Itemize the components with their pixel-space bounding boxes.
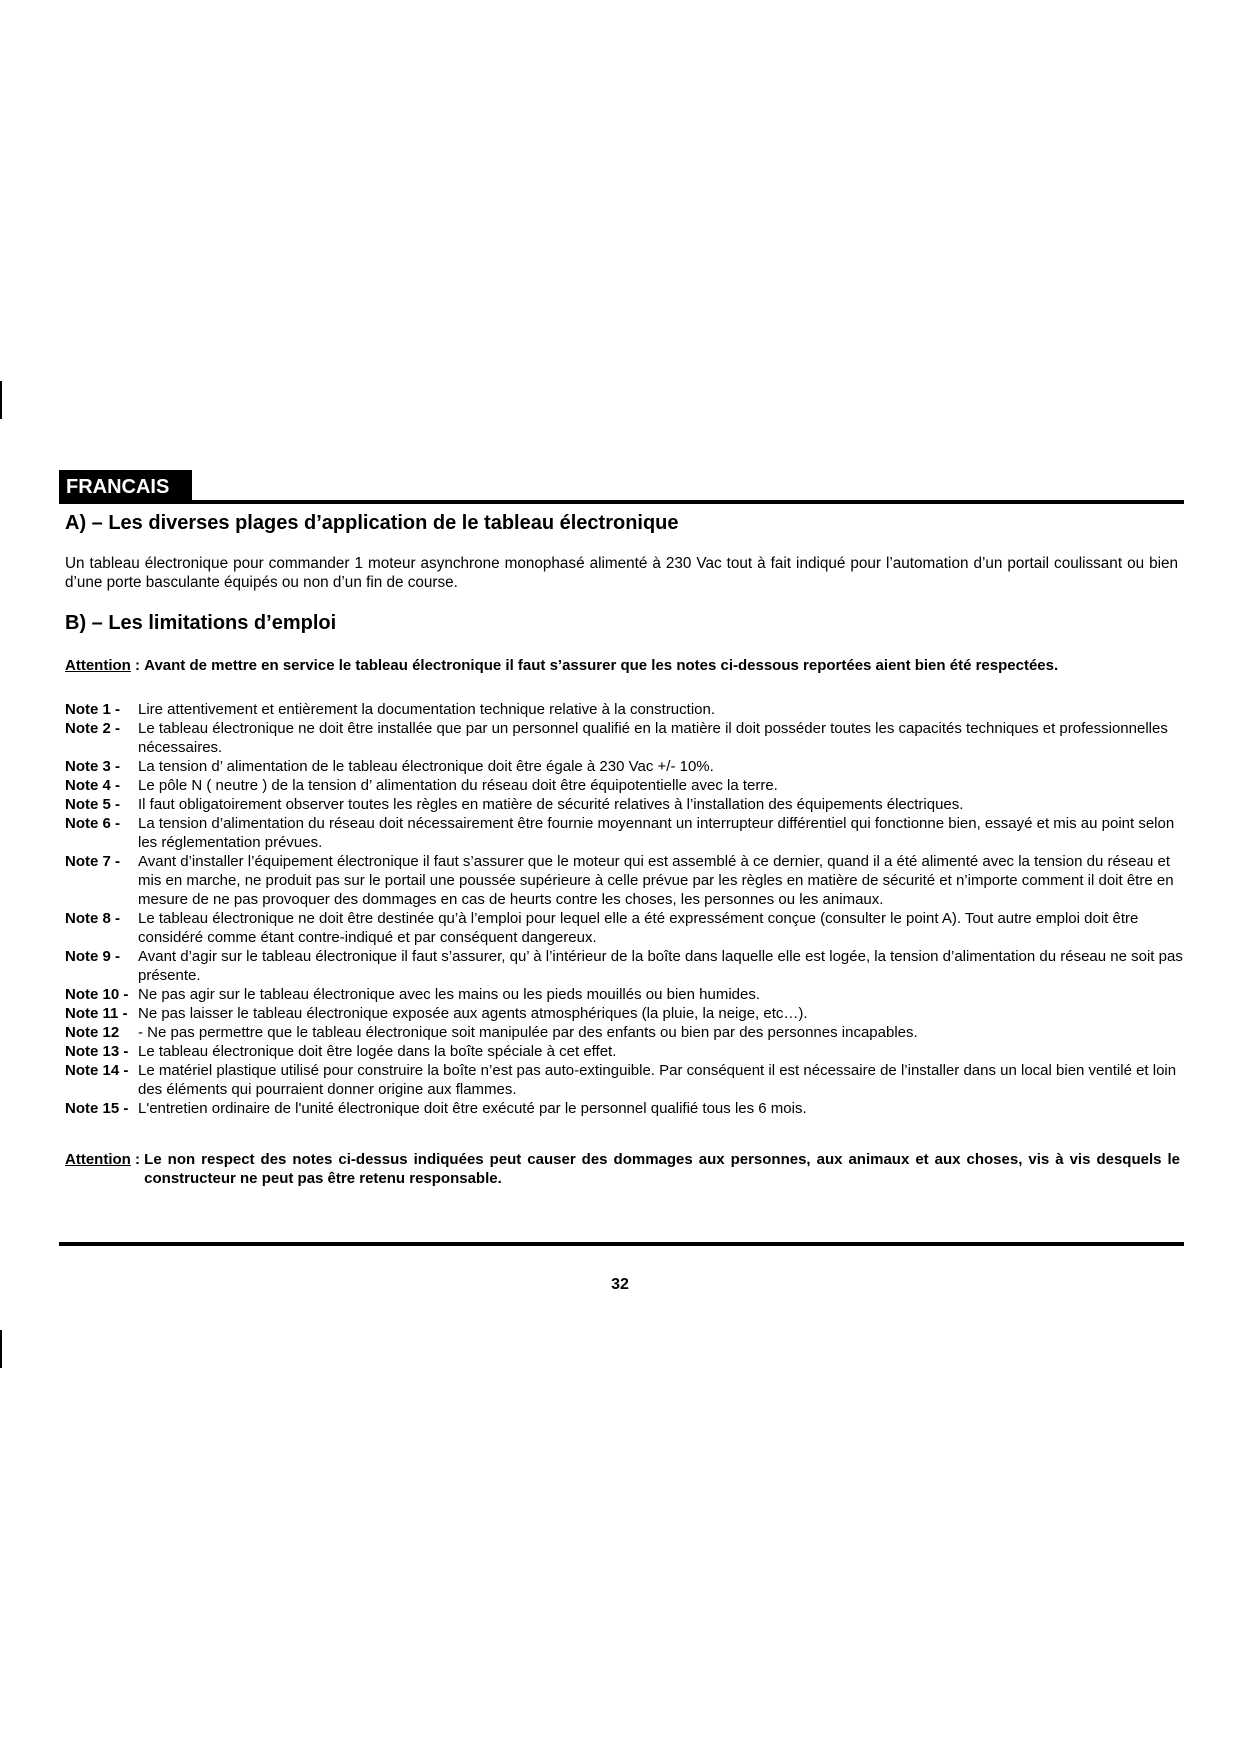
note-item: Note 3 - La tension d’ alimentation de le tableau électronique doit être égale à 230 Vac +/- 10%.	[65, 758, 714, 775]
note-item: Note 8 - Le tableau électronique ne doit être destinée qu’à l’emploi pour lequel elle a été expressément conçue (consulter le point A). Tout autre emploi doit être considéré comme étant contre-indiqué et par conséquent dangereux.	[65, 910, 1139, 946]
note-item: Note 1 - Lire attentivement et entièrement la documentation technique relative à la construction.	[65, 701, 716, 718]
note-item: Note 2 - Le tableau électronique ne doit être installée que par un personnel qualifié en la matière il doit posséder toutes les capacités techniques et professionnelles nécessaires.	[65, 720, 1168, 756]
attention-label: Attention	[65, 657, 131, 674]
crop-mark-top	[0, 381, 2, 419]
note-item: Note 10 - Ne pas agir sur le tableau électronique avec les mains ou les pieds mouillés ou bien humides.	[65, 986, 761, 1003]
notes-list	[65, 700, 1183, 1118]
note-item: Note 11 - Ne pas laisser le tableau électronique exposée aux agents atmosphériques (la pluie, la neige, etc…).	[65, 1005, 808, 1022]
note-item: Note 12 - Ne pas permettre que le tableau électronique soit manipulée par des enfants ou bien par des personnes incapables.	[65, 1024, 918, 1041]
note-item: Note 6 - La tension d’alimentation du réseau doit nécessairement être fournie moyennant un interrupteur différentiel qui fonctionne bien, essayé et mis au point selon les réglementation prévues.	[65, 815, 1175, 851]
page-number: 32	[611, 1276, 629, 1293]
crop-mark-bottom	[0, 1330, 2, 1368]
attention-text: Avant de mettre en service le tableau électronique il faut s’assurer que les notes ci-dessous reportées aient bien été respectées.	[144, 657, 1059, 674]
section-a-heading: A) – Les diverses plages d’application de le tableau électronique	[65, 512, 679, 534]
top-rule	[59, 500, 1184, 504]
bottom-rule	[59, 1242, 1184, 1246]
closing-attention-text: Le non respect des notes ci-dessus indiquées peut causer des dommages aux personnes, aux animaux et aux choses, vis à vis desquels le constructeur ne peut pas être retenu responsable.	[144, 1151, 1180, 1187]
note-item: Note 14 - Le matériel plastique utilisé pour construire la boîte n’est pas auto-extinguible. Par conséquent il est nécessaire de l’installer dans un local bien ventilé et loin des éléments qui pourraient donner origine aux flammes.	[65, 1062, 1177, 1098]
section-b-heading: B) – Les limitations d’emploi	[65, 612, 337, 634]
note-item: Note 13 - Le tableau électronique doit être logée dans la boîte spéciale à cet effet.	[65, 1043, 617, 1060]
note-item: Note 5 - Il faut obligatoirement observer toutes les règles en matière de sécurité relatives à l’installation des équipements électriques.	[65, 796, 964, 813]
closing-attention: Attention : Le non respect des notes ci-dessus indiquées peut causer des dommages aux personnes, aux animaux et aux choses, vis à vis desquels le constructeur ne peut pas être retenu responsable.	[65, 1151, 1180, 1187]
attention-notice: Attention : Avant de mettre en service le tableau électronique il faut s’assurer que les notes ci-dessous reportées aient bien été respectées.	[65, 656, 1180, 675]
section-a-body: Un tableau électronique pour commander 1 moteur asynchrone monophasé alimenté à 230 Vac tout à fait indiqué pour l’automation d’un portail coulissant ou bien d’une porte basculante équipés ou non d’un fin de course.	[65, 555, 1178, 591]
note-item: Note 7 - Avant d’installer l’équipement électronique il faut s’assurer que le moteur qui est assemblé à ce dernier, quand il a été alimenté avec la tension du réseau et mis en marche, ne produit pas sur le portail une poussée supérieure à celle prévue par les règles en matière de sécurité et n’importe comment il doit être en mesure de ne pas provoquer des dommages en cas de heurts contre les choses, les personnes ou les animaux.	[65, 853, 1174, 908]
language-tab: FRANCAIS	[59, 470, 192, 504]
note-item: Note 4 - Le pôle N ( neutre ) de la tension d’ alimentation du réseau doit être équipotentielle avec la terre.	[65, 777, 778, 794]
note-item: Note 15 - L'entretien ordinaire de l'unité électronique doit être exécuté par le personnel qualifié tous les 6 mois.	[65, 1100, 807, 1117]
note-item: Note 9 - Avant d’agir sur le tableau électronique il faut s’assurer, qu’ à l’intérieur de la boîte dans laquelle elle est logée, la tension d’alimentation du réseau ne soit pas présente.	[65, 948, 1183, 984]
closing-attention-label: Attention	[65, 1151, 131, 1168]
